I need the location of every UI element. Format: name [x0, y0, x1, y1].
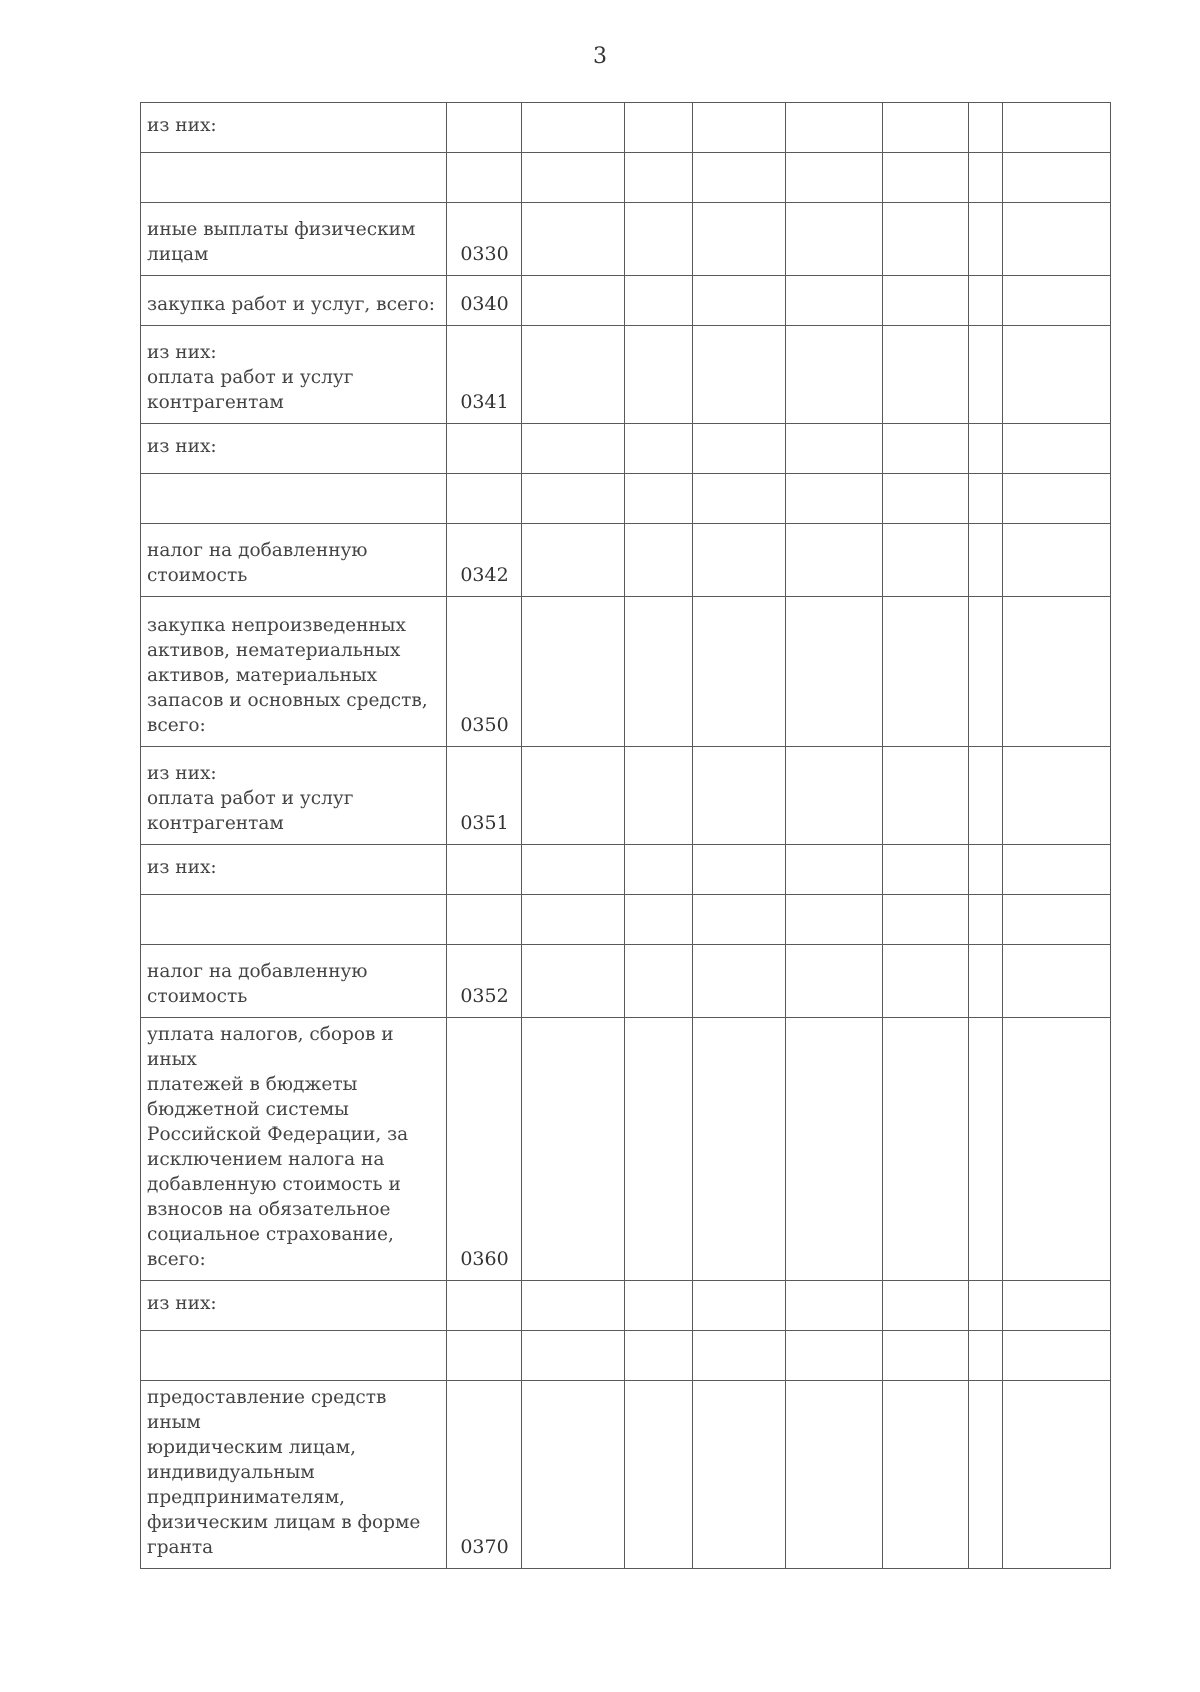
value-cell: [1003, 276, 1111, 326]
value-cell: [969, 276, 1003, 326]
value-cell: [625, 1331, 693, 1381]
value-cell: [786, 326, 883, 424]
table-row: [141, 747, 1111, 845]
value-cell: [625, 1018, 693, 1281]
value-cell: [693, 524, 786, 597]
value-cell: [522, 1331, 625, 1381]
value-cell: [1003, 597, 1111, 747]
value-cell: [522, 474, 625, 524]
value-cell: [693, 895, 786, 945]
report-table-body: [141, 103, 1111, 1569]
table-row: [141, 1381, 1111, 1569]
row-code: [447, 1331, 522, 1381]
value-cell: [522, 276, 625, 326]
value-cell: [786, 1018, 883, 1281]
value-cell: [786, 1331, 883, 1381]
row-label: налог на добавленную стоимость: [141, 945, 447, 1018]
value-cell: [786, 747, 883, 845]
value-cell: [693, 1018, 786, 1281]
value-cell: [693, 945, 786, 1018]
value-cell: [522, 945, 625, 1018]
value-cell: [969, 1281, 1003, 1331]
row-label: [141, 474, 447, 524]
value-cell: [786, 474, 883, 524]
row-code: 0352: [447, 945, 522, 1018]
value-cell: [625, 1381, 693, 1569]
row-code: 0341: [447, 326, 522, 424]
value-cell: [969, 203, 1003, 276]
table-row: [141, 597, 1111, 747]
row-code: [447, 1281, 522, 1331]
table-row: [141, 1331, 1111, 1381]
value-cell: [1003, 153, 1111, 203]
row-label: из них:: [141, 103, 447, 153]
value-cell: [786, 203, 883, 276]
row-code: 0330: [447, 203, 522, 276]
row-label: закупка работ и услуг, всего:: [141, 276, 447, 326]
row-code: [447, 424, 522, 474]
value-cell: [625, 424, 693, 474]
row-label: из них: оплата работ и услуг контрагентам: [141, 326, 447, 424]
row-label: из них:: [141, 845, 447, 895]
value-cell: [1003, 945, 1111, 1018]
value-cell: [969, 895, 1003, 945]
value-cell: [883, 1381, 969, 1569]
table-row: [141, 153, 1111, 203]
value-cell: [625, 1281, 693, 1331]
row-label: из них:: [141, 424, 447, 474]
value-cell: [883, 1018, 969, 1281]
value-cell: [693, 276, 786, 326]
value-cell: [883, 474, 969, 524]
table-row: [141, 424, 1111, 474]
row-label: предоставление средств иным юридическим лицам, индивидуальным предпринимателям, физическим лицам в форме гранта: [141, 1381, 447, 1569]
value-cell: [883, 1331, 969, 1381]
value-cell: [1003, 474, 1111, 524]
value-cell: [969, 524, 1003, 597]
value-cell: [1003, 1281, 1111, 1331]
value-cell: [786, 276, 883, 326]
value-cell: [693, 1381, 786, 1569]
value-cell: [522, 103, 625, 153]
value-cell: [786, 103, 883, 153]
value-cell: [969, 103, 1003, 153]
value-cell: [625, 524, 693, 597]
row-label: из них: оплата работ и услуг контрагентам: [141, 747, 447, 845]
value-cell: [522, 597, 625, 747]
value-cell: [1003, 424, 1111, 474]
value-cell: [625, 276, 693, 326]
value-cell: [1003, 1018, 1111, 1281]
value-cell: [625, 326, 693, 424]
value-cell: [883, 1281, 969, 1331]
table-row: [141, 474, 1111, 524]
value-cell: [969, 474, 1003, 524]
value-cell: [625, 474, 693, 524]
value-cell: [522, 1281, 625, 1331]
value-cell: [522, 1381, 625, 1569]
value-cell: [883, 326, 969, 424]
value-cell: [786, 597, 883, 747]
value-cell: [625, 597, 693, 747]
value-cell: [625, 747, 693, 845]
row-code: 0370: [447, 1381, 522, 1569]
value-cell: [522, 895, 625, 945]
row-code: [447, 845, 522, 895]
value-cell: [883, 845, 969, 895]
value-cell: [786, 895, 883, 945]
value-cell: [1003, 524, 1111, 597]
value-cell: [883, 203, 969, 276]
value-cell: [625, 103, 693, 153]
value-cell: [969, 597, 1003, 747]
row-code: [447, 103, 522, 153]
value-cell: [883, 895, 969, 945]
value-cell: [693, 153, 786, 203]
value-cell: [786, 845, 883, 895]
value-cell: [1003, 1331, 1111, 1381]
value-cell: [1003, 326, 1111, 424]
value-cell: [693, 103, 786, 153]
table-row: [141, 895, 1111, 945]
table-row: [141, 203, 1111, 276]
value-cell: [969, 945, 1003, 1018]
value-cell: [693, 1331, 786, 1381]
value-cell: [522, 845, 625, 895]
row-code: [447, 153, 522, 203]
value-cell: [693, 845, 786, 895]
table-row: [141, 945, 1111, 1018]
value-cell: [522, 747, 625, 845]
value-cell: [693, 424, 786, 474]
row-code: 0351: [447, 747, 522, 845]
value-cell: [883, 747, 969, 845]
value-cell: [883, 945, 969, 1018]
value-cell: [625, 895, 693, 945]
row-label: [141, 895, 447, 945]
row-label: [141, 153, 447, 203]
table-row: [141, 276, 1111, 326]
value-cell: [693, 326, 786, 424]
value-cell: [693, 203, 786, 276]
value-cell: [693, 597, 786, 747]
value-cell: [786, 524, 883, 597]
value-cell: [883, 597, 969, 747]
row-code: [447, 895, 522, 945]
value-cell: [1003, 103, 1111, 153]
value-cell: [693, 1281, 786, 1331]
value-cell: [1003, 845, 1111, 895]
value-cell: [969, 1331, 1003, 1381]
value-cell: [969, 153, 1003, 203]
value-cell: [969, 326, 1003, 424]
value-cell: [786, 153, 883, 203]
value-cell: [693, 474, 786, 524]
value-cell: [522, 203, 625, 276]
value-cell: [625, 203, 693, 276]
row-label: налог на добавленную стоимость: [141, 524, 447, 597]
table-row: [141, 845, 1111, 895]
value-cell: [625, 945, 693, 1018]
value-cell: [883, 276, 969, 326]
value-cell: [969, 1381, 1003, 1569]
value-cell: [786, 1281, 883, 1331]
value-cell: [1003, 1381, 1111, 1569]
page-number: 3: [593, 44, 607, 69]
row-code: 0340: [447, 276, 522, 326]
value-cell: [883, 524, 969, 597]
table-row: [141, 524, 1111, 597]
row-label: закупка непроизведенных активов, нематериальных активов, материальных запасов и основных средств, всего:: [141, 597, 447, 747]
table-row: [141, 103, 1111, 153]
table-row: [141, 1281, 1111, 1331]
value-cell: [522, 424, 625, 474]
value-cell: [786, 1381, 883, 1569]
row-label: [141, 1331, 447, 1381]
value-cell: [969, 1018, 1003, 1281]
value-cell: [693, 747, 786, 845]
value-cell: [522, 153, 625, 203]
value-cell: [625, 845, 693, 895]
row-label: из них:: [141, 1281, 447, 1331]
value-cell: [522, 326, 625, 424]
row-label: иные выплаты физическим лицам: [141, 203, 447, 276]
value-cell: [522, 1018, 625, 1281]
row-code: 0350: [447, 597, 522, 747]
value-cell: [969, 424, 1003, 474]
value-cell: [969, 845, 1003, 895]
value-cell: [969, 747, 1003, 845]
value-cell: [883, 424, 969, 474]
value-cell: [1003, 895, 1111, 945]
table-row: [141, 1018, 1111, 1281]
row-code: [447, 474, 522, 524]
row-label: уплата налогов, сборов и иных платежей в бюджеты бюджетной системы Российской Федерации, за исключением налога на добавленную стоимость и взносов на обязательное социальное страхование, всего:: [141, 1018, 447, 1281]
row-code: 0342: [447, 524, 522, 597]
value-cell: [1003, 203, 1111, 276]
table-row: [141, 326, 1111, 424]
value-cell: [883, 103, 969, 153]
value-cell: [786, 424, 883, 474]
value-cell: [625, 153, 693, 203]
row-code: 0360: [447, 1018, 522, 1281]
financial-report-table: [140, 102, 1111, 1569]
value-cell: [522, 524, 625, 597]
value-cell: [883, 153, 969, 203]
value-cell: [1003, 747, 1111, 845]
value-cell: [786, 945, 883, 1018]
